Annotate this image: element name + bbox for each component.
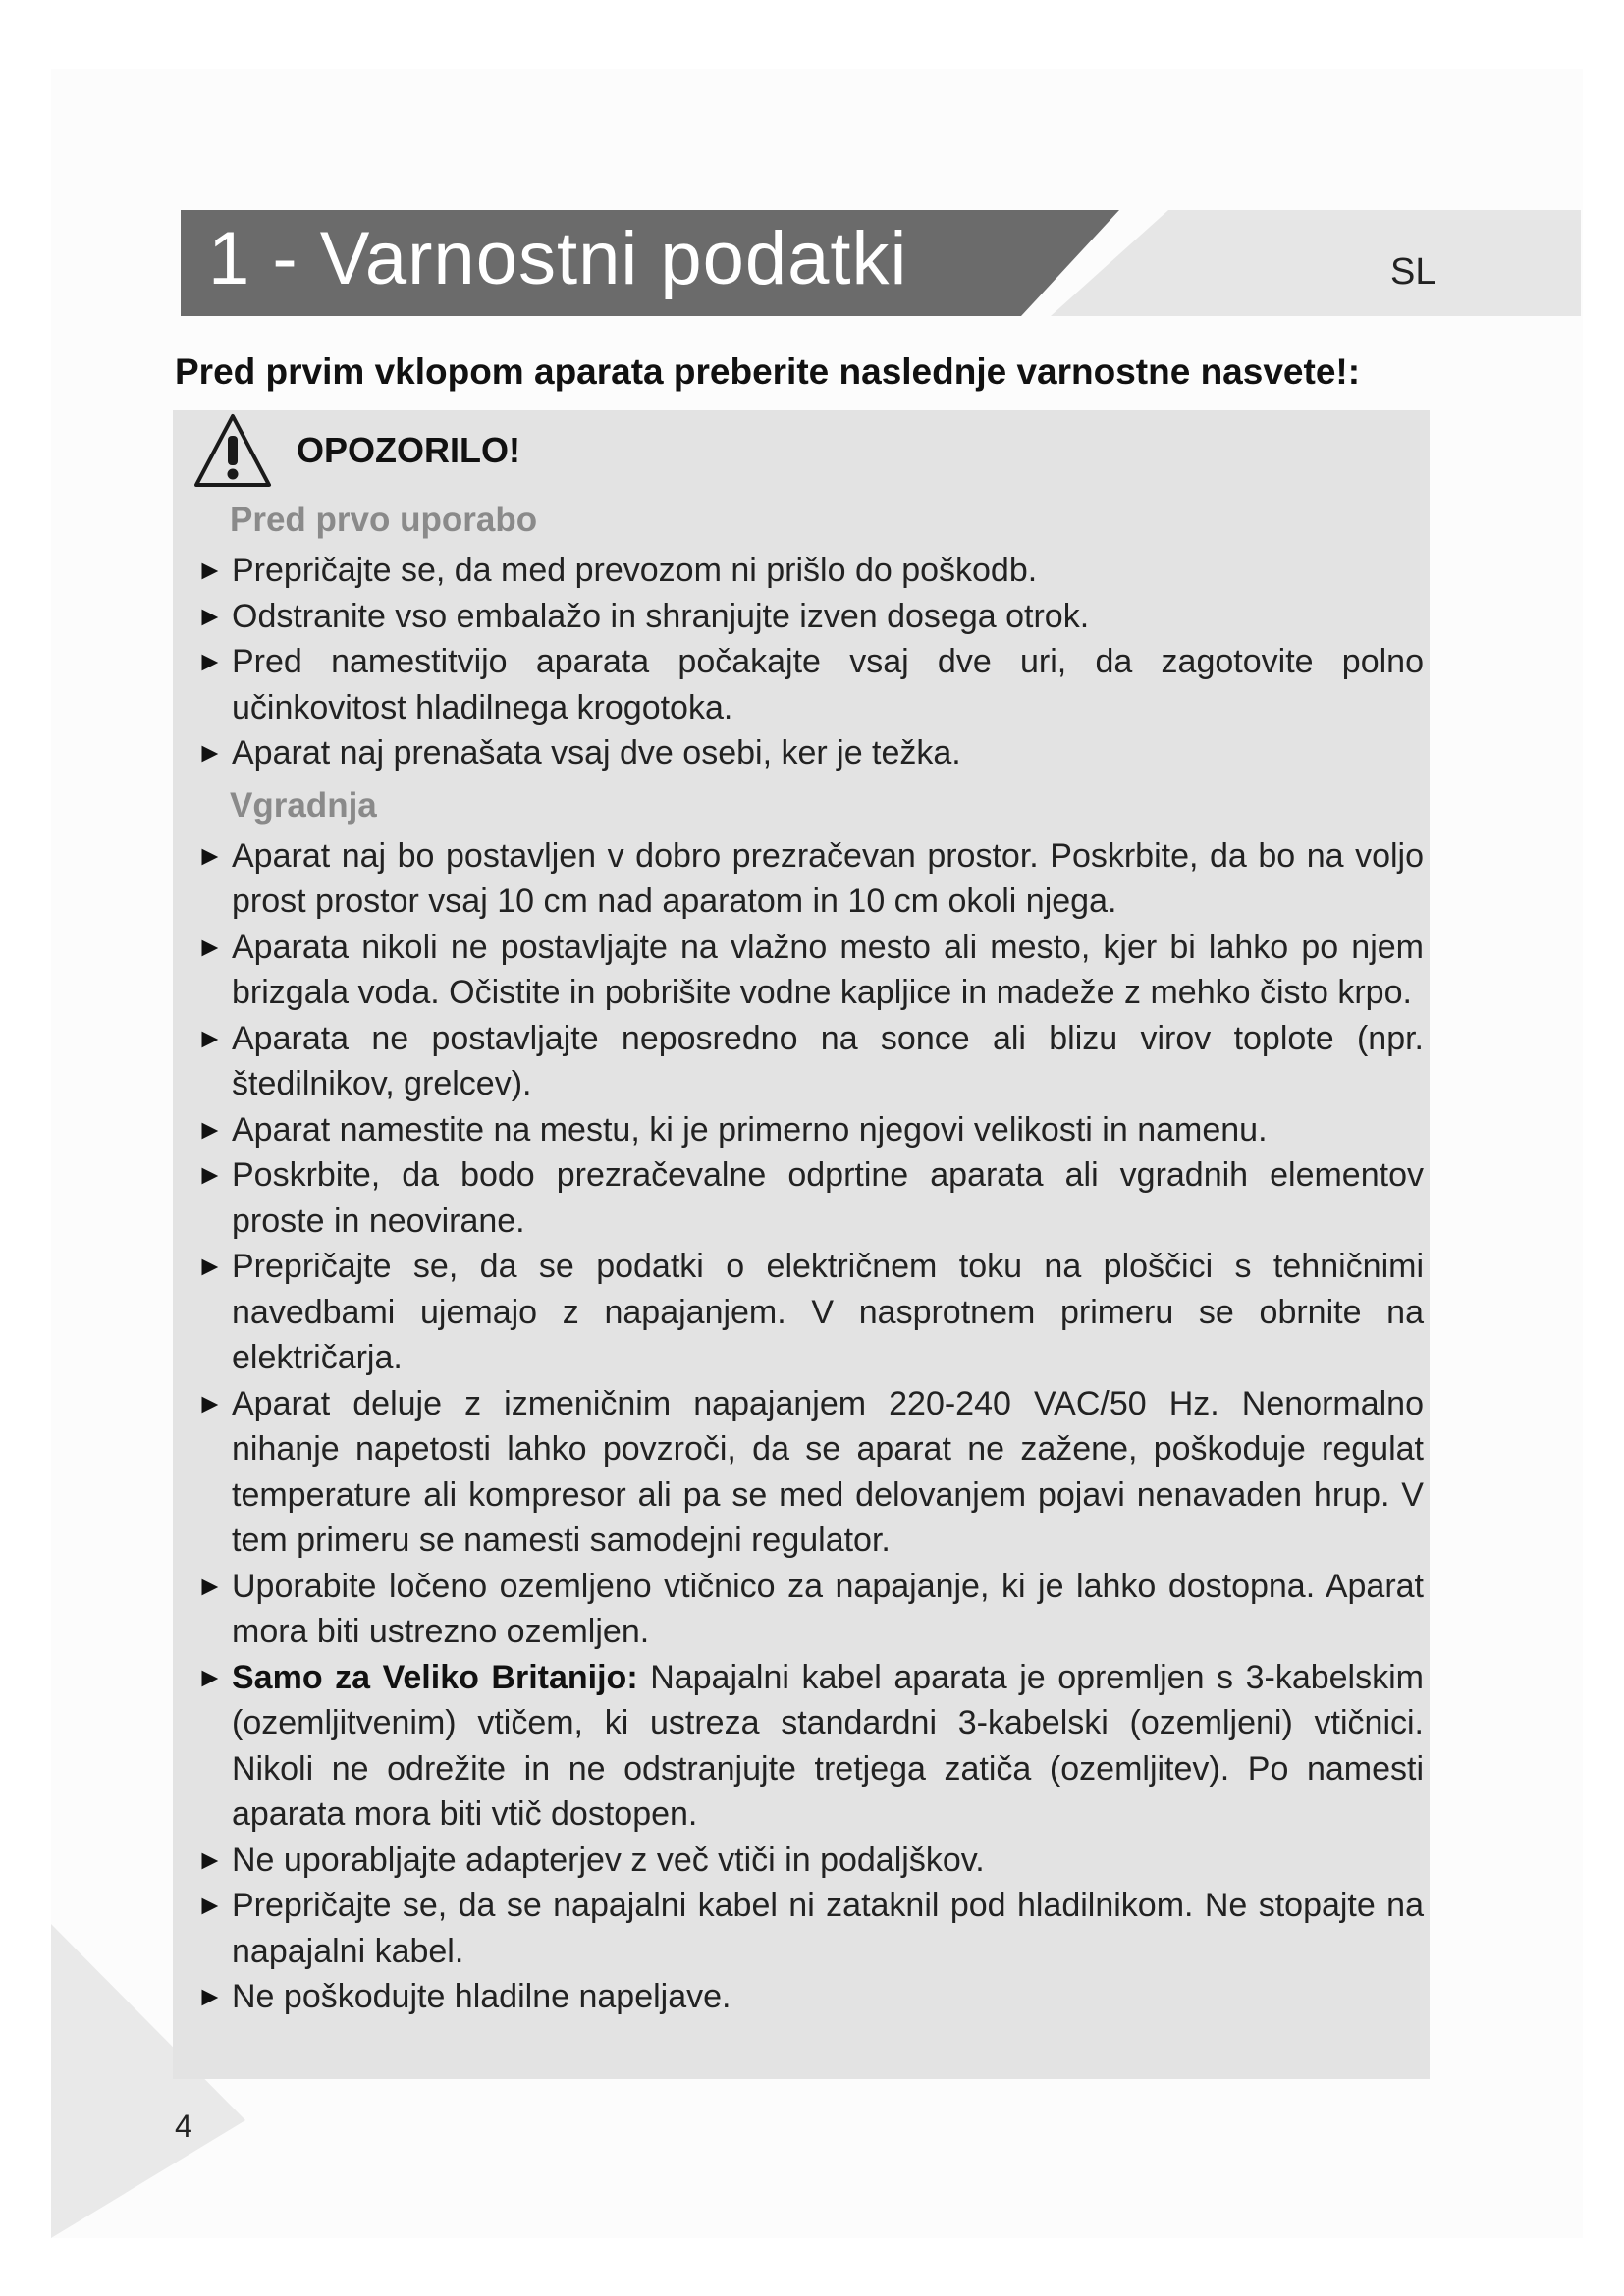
list-item: ► Ne poškodujte hladilne napeljave. (196, 1974, 1424, 2020)
bullet-icon: ► (196, 931, 224, 962)
bullet-icon: ► (196, 839, 224, 871)
bullet-icon: ► (196, 555, 224, 585)
bullet-icon: ► (196, 1251, 224, 1281)
list-item: ► Prepričajte se, da med prevozom ni prišlo do poškodb. (196, 548, 1424, 594)
bullet-icon: ► (196, 1022, 224, 1053)
bullet-icon: ► (196, 1570, 224, 1601)
bullet-icon: ► (196, 1159, 224, 1190)
bullet-icon: ► (196, 737, 224, 768)
list-item: ► Aparat namestite na mestu, ki je primerno njegovi velikosti in namenu. (196, 1107, 1424, 1153)
section-heading-installation: Vgradnja (230, 785, 377, 825)
list-item: ► Poskrbite, da bodo prezračevalne odprtine aparata ali vgradnih elementov proste in neovirane. (196, 1152, 1424, 1244)
bullet-icon: ► (196, 1981, 224, 2011)
list-item: ► Aparat deluje z izmeničnim napajanjem 220-240 VAC/50 Hz. Nenormalno nihanje napetosti lahko povzroči, da se aparat ne zažene, poškoduje regulat temperature ali kompresor ali pa se med delovanjem pojavi nenavaden hrup. V tem primeru se namesti samodejni regulator. (196, 1381, 1424, 1564)
page-title: 1 - Varnostni podatki (208, 217, 908, 300)
list-item: ► Prepričajte se, da se napajalni kabel ni zataknil pod hladilnikom. Ne stopajte na napajalni kabel. (196, 1883, 1424, 1974)
list-item: ► Prepričajte se, da se podatki o električnem toku na ploščici s tehničnimi navedbami ujemajo z napajanjem. V nasprotnem primeru se obrnite na električarja. (196, 1244, 1424, 1381)
section-heading-before-first-use: Pred prvo uporabo (230, 501, 538, 539)
list-item: ► Aparata nikoli ne postavljajte na vlažno mesto ali mesto, kjer bi lahko po njem brizgala voda. Očistite in pobrišite vodne kapljice in madeže z mehko čisto krpo. (196, 925, 1424, 1016)
bullet-icon: ► (196, 1890, 224, 1920)
list-item: ► Aparat naj prenašata vsaj dve osebi, ker je težka. (196, 730, 1424, 776)
list-item: ► Aparata ne postavljajte neposredno na sonce ali blizu virov toplote (npr. štedilnikov, grelcev). (196, 1016, 1424, 1107)
list-item: ► Odstranite vso embalažo in shranjujte izven dosega otrok. (196, 594, 1424, 640)
list-item: ► Aparat naj bo postavljen v dobro prezračevan prostor. Poskrbite, da bo na voljo prost prostor vsaj 10 cm nad aparatom in 10 cm okoli njega. (196, 833, 1424, 925)
page-number: 4 (175, 2109, 192, 2144)
warning-title: OPOZORILO! (297, 430, 520, 470)
bullet-icon: ► (196, 600, 224, 631)
uk-only-label: Samo za Veliko Britanijo: (232, 1658, 638, 1696)
intro-heading: Pred prvim vklopom aparata preberite naslednje varnostne nasvete!: (175, 351, 1361, 392)
list-item: ► Pred namestitvijo aparata počakajte vsaj dve uri, da zagotovite polno učinkovitost hladilnega krogotoka. (196, 639, 1424, 730)
bullet-icon: ► (196, 1843, 224, 1875)
list-item: ► Uporabite ločeno ozemljeno vtičnico za napajanje, ki je lahko dostopna. Aparat mora biti ustrezno ozemljen. (196, 1564, 1424, 1655)
bullet-icon: ► (196, 646, 224, 676)
warning-content (196, 491, 1424, 2020)
bullet-icon: ► (196, 1661, 224, 1692)
bullet-icon: ► (196, 1387, 224, 1418)
bullet-icon: ► (196, 1113, 224, 1145)
list-item-uk-only: ► Samo za Veliko Britanijo: Napajalni kabel aparata je opremljen s 3-kabelskim (ozemljitvenim) vtičem, ki ustreza standardni 3-kabelski (ozemljeni) vtičnici. Nikoli ne odrežite in ne odstranjujte tretjega zatiča (ozemljitev). Po namesti aparata mora biti vtič dostopen. (196, 1655, 1424, 1838)
warning-triangle-icon (192, 412, 273, 489)
language-code: SL (1390, 251, 1436, 293)
list-item: ► Ne uporabljajte adapterjev z več vtiči in podaljškov. (196, 1838, 1424, 1884)
